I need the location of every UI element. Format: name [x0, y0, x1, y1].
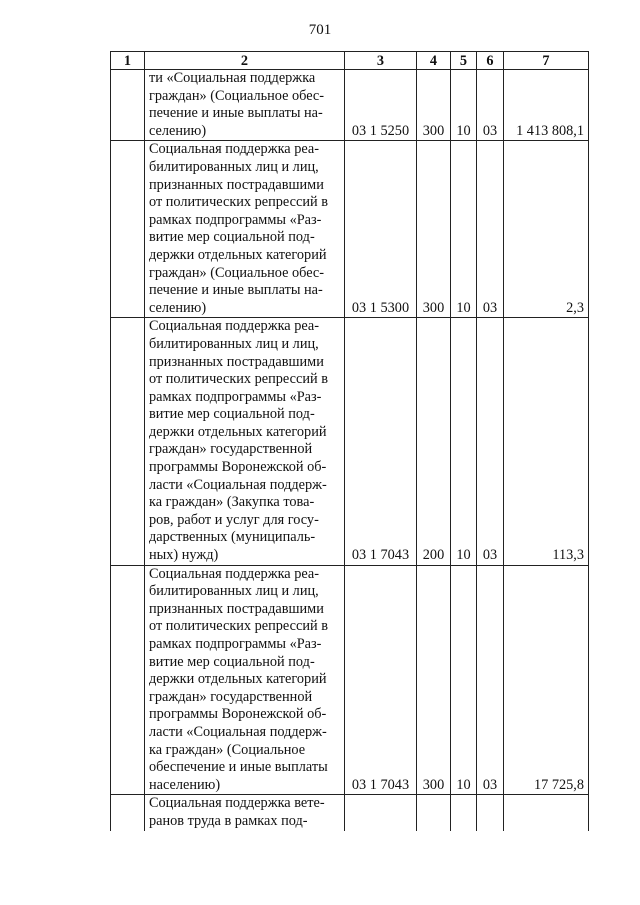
- expense-type-cell: 300: [417, 565, 451, 795]
- subsection-cell: [477, 795, 504, 831]
- subsection-cell: 03: [477, 70, 504, 141]
- table-row: [111, 141, 589, 318]
- section-cell: 10: [451, 141, 477, 318]
- section-cell: 10: [451, 318, 477, 565]
- budget-table: [110, 51, 589, 831]
- amount-cell: 17 725,8: [504, 565, 589, 795]
- col-header-2: 2: [145, 52, 345, 70]
- expense-type-cell: [417, 795, 451, 831]
- col-header-5: 5: [451, 52, 477, 70]
- expense-type-cell: 300: [417, 70, 451, 141]
- row-number-cell: [111, 795, 145, 831]
- section-cell: [451, 795, 477, 831]
- section-cell: 10: [451, 565, 477, 795]
- row-number-cell: [111, 141, 145, 318]
- col-header-4: 4: [417, 52, 451, 70]
- table-row: [111, 565, 589, 795]
- amount-cell: 113,3: [504, 318, 589, 565]
- col-header-7: 7: [504, 52, 589, 70]
- col-header-1: 1: [111, 52, 145, 70]
- row-number-cell: [111, 70, 145, 141]
- description-cell: Социальная поддержка реа- билитированных лиц и лиц, признанных пострадавшими от политических репрессий в рамках подпрограммы «Раз- витие мер социальной под- держки отдельных категорий граждан» государственной программы Воронежской об- ласти «Социальная поддерж- ка граждан» (Закупка това- ров, работ и услуг для госу- дарственных (муниципаль- ных) нужд): [145, 318, 345, 565]
- subsection-cell: 03: [477, 318, 504, 565]
- expense-type-cell: 200: [417, 318, 451, 565]
- target-code-cell: 03 1 5300: [345, 141, 417, 318]
- expense-type-cell: 300: [417, 141, 451, 318]
- subsection-cell: 03: [477, 565, 504, 795]
- target-code-cell: 03 1 7043: [345, 565, 417, 795]
- amount-cell: [504, 795, 589, 831]
- table-row: [111, 70, 589, 141]
- subsection-cell: 03: [477, 141, 504, 318]
- description-cell: ти «Социальная поддержка граждан» (Социальное обес- печение и иные выплаты на- селению): [145, 70, 345, 141]
- description-cell: Социальная поддержка реа- билитированных лиц и лиц, признанных пострадавшими от политических репрессий в рамках подпрограммы «Раз- витие мер социальной под- держки отдельных категорий граждан» государственной программы Воронежской об- ласти «Социальная поддерж- ка граждан» (Социальное обеспечение и иные выплаты населению): [145, 565, 345, 795]
- row-number-cell: [111, 318, 145, 565]
- description-cell: Социальная поддержка реа- билитированных лиц и лиц, признанных пострадавшими от политических репрессий в рамках подпрограммы «Раз- витие мер социальной под- держки отдельных категорий граждан» (Социальное обес- печение и иные выплаты на- селению): [145, 141, 345, 318]
- table-row: [111, 795, 589, 831]
- target-code-cell: 03 1 5250: [345, 70, 417, 141]
- col-header-6: 6: [477, 52, 504, 70]
- description-cell: Социальная поддержка вете- ранов труда в рамках под-: [145, 795, 345, 831]
- target-code-cell: [345, 795, 417, 831]
- header-row: [111, 52, 589, 70]
- target-code-cell: 03 1 7043: [345, 318, 417, 565]
- row-number-cell: [111, 565, 145, 795]
- page-number: 701: [308, 22, 332, 38]
- col-header-3: 3: [345, 52, 417, 70]
- table-row: [111, 318, 589, 565]
- amount-cell: 1 413 808,1: [504, 70, 589, 141]
- section-cell: 10: [451, 70, 477, 141]
- amount-cell: 2,3: [504, 141, 589, 318]
